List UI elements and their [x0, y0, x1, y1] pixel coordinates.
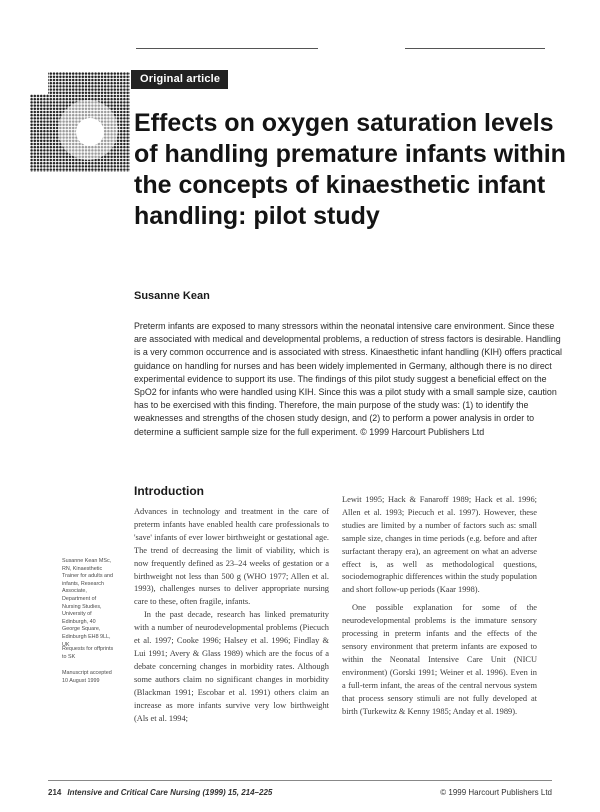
body-column-right	[342, 494, 537, 718]
article-title: Effects on oxygen saturation levels of handling premature infants within the concepts of kinaesthetic infant handling: pilot study	[134, 109, 566, 230]
offprint-request-note: Requests for offprints to SK	[62, 646, 114, 660]
journal-citation: Intensive and Critical Care Nursing (1999) 15, 214–225	[67, 788, 273, 797]
body-paragraph: Lewit 1995; Hack & Fanaroff 1989; Hack et al. 1996; Allen et al. 1993; Piecuch et al. 1997). However, these studies are limited by a number of factors such as: small sample size, changes in time periods (e.g. before and after surfactant therapy era), an agreement on what an adverse effect is, as well as methodological questions, sociodemographic differences within the study population and short follow-up periods (Kaar 1998).	[342, 495, 537, 595]
halftone-emblem-icon	[30, 72, 130, 172]
body-paragraph: Advances in technology and treatment in the care of preterm infants have enabled health care professionals to 'save' infants of ever lower birthweight or gestational age. The trend of decreasing the limit of viability, which is now frequently defined as 23–24 weeks of gestation or a birthweight not less than 500 g (WHO 1977; Allen et al. 1993), challenges nurses to deliver appropriate nursing care to these, often fragile, infants.	[134, 507, 329, 607]
manuscript-accepted-note: Manuscript accepted 10 August 1999	[62, 670, 112, 684]
body-paragraph: In the past decade, research has linked prematurity with a number of neurodevelopmental problems (Piecuch et al. 1997; Cooke 1996; Halsey et al. 1996; Findlay & Lui 1991; Avery & Glass 1989) which are the focus of a debate concerning changes in morbidity rates. Although some authors claim no significant changes in morbidity (Blackman 1991; Escobar et al. 1991) others claim an increase as more infants survive very low birthweight (Als et al. 1994;	[134, 610, 329, 723]
footer-rule	[48, 780, 552, 781]
footer-copyright: © 1999 Harcourt Publishers Ltd	[440, 788, 552, 797]
abstract: Preterm infants are exposed to many stressors within the neonatal intensive care environment. Since these are associated with medical and developmental problems, a reduction of stress factors is desirable. Handling is a very common occurrence and is associated with stress. Kinaesthetic infant handling (KIH) offers practical guidance on handling for nurses and has been widely implemented in Germany, although there is no direct experimental evidence to support its use. The findings of this pilot study suggest a beneficial effect on the SpO2 for infants who were handled using KIH. Since this was a pilot study with a small sample size, caution has to be exercised with this finding. Therefore, the main purpose of the study was: (1) to identify the weaknesses and strengths of the chosen study design, and (2) to perform a power analysis in order to determine a sufficient sample size for the full experiment. © 1999 Harcourt Publishers Ltd	[134, 321, 563, 437]
section-heading-introduction: Introduction	[134, 484, 204, 498]
author-name: Susanne Kean	[134, 290, 210, 302]
body-column-left	[134, 506, 329, 725]
page-number: 214	[48, 788, 62, 797]
article-type-badge: Original article	[131, 70, 228, 89]
header-rule-right	[405, 48, 545, 49]
body-paragraph: One possible explanation for some of the neurodevelopmental problems is the immature sensory processing in preterm infants and the effects of the sensory environment that preterm infants are exposed to within the Neonatal Intensive Care Unit (NICU environment) (Gorski 1991; Weiner et al. 1996). Even in a full-term infant, the areas of the central nervous system that process sensory stimuli are not fully developed at birth (Turkewitz & Kenny 1985; Anday et al. 1989).	[342, 603, 537, 716]
header-rule-left	[136, 48, 318, 49]
footer-citation	[48, 788, 272, 797]
author-affiliation-note: Susanne Kean MSc, RN, Kinaesthetic Trainer for adults and infants, Research Associate, Department of Nursing Studies, University of Edinburgh, 40 George Square, Edinburgh EH8 9LL, UK	[62, 558, 114, 648]
